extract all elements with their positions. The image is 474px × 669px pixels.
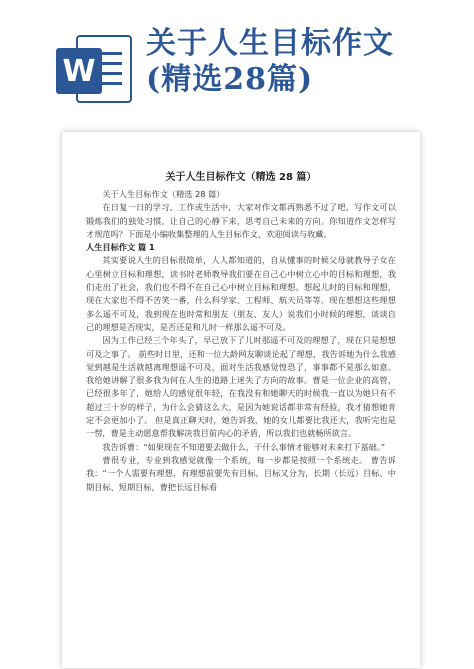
banner-title-line1: 关于人生目标作文	[146, 26, 394, 61]
banner-title-line2: (精选28篇)	[146, 62, 314, 97]
intro-paragraph: 在日复一日的学习、工作或生活中，大家对作文都再熟悉不过了吧，写作文可以锻炼我们的独处习惯，让自己的心静下来，思考自己未来的方向。你知道作文怎样写才规范吗？下面是小编收集整理的人生目标作文，欢迎阅读与收藏。	[86, 202, 396, 239]
document-body	[86, 188, 396, 494]
body-paragraph: 其实要说人生的目标很简单，人人都知道的，自从懂事的时候父母就教导子女在心里树立目标和理想，读书时老师教导我们要在自己心中树立心中的目标和理想，我们走出了社会，我们也不得不在自己心中树立目标和理想。想起儿时的目标和理想，现在大家也不得不苦笑一番，什么科学家、工程师、航天员等等。现在想想这些理想多么遥不可及，我到现在也时常和朋友（朋友、友人）说我们小时候的理想，谈谈自己的理想是否现实，是否还是和儿时一样那么遥不可及。	[86, 255, 396, 332]
header-banner	[0, 0, 474, 120]
word-document-icon	[56, 32, 134, 106]
document-subtitle: 关于人生目标作文（精选 28 篇）	[102, 189, 225, 199]
body-paragraph: 曹很专业，专业到我感觉就像一个系统，每一步都是按照一个系统走。 曹告诉我：“一个人需要有理想，有理想前要先有目标，目标又分为，长期（长远）目标、中期目标、短期目标，曹把长远目标看	[86, 454, 396, 492]
body-paragraph: 我告诉曹：“如果现在不知道要去做什么，干什么事情才能够对未来打下基础。”	[102, 441, 386, 452]
banner-title	[146, 26, 466, 98]
document-page	[62, 132, 420, 668]
word-icon-letter: W	[56, 48, 102, 94]
section-heading: 人生目标作文 篇 1	[86, 242, 155, 253]
document-title: 关于人生目标作文（精选 28 篇）	[165, 172, 317, 183]
body-paragraph: 因为工作已经三个年头了，早已放下了儿时那遥不可及的理想了，现在只是想想可及之事了。 前些时日里，还和一位大龄网友聊谈论起了理想，我告诉她为什么我感觉到越是生活就越离理想遥不可及，面对生活我感觉惶恐了，事事都不是那么如意。我给她讲解了很多我为何在人生的道路上迷失了方向的故事。曹是一位企业的高管，已经很多年了，她给人的感觉很年轻，在我没有和她聊天的时候我一直以为她只有不超过三十岁的样子，为什么会猜这么大，是因为她说话都非常有经验，我才猜想她肯定不会更加小了。 但是真正聊天时，她告诉我，她的女儿都要比我还大，我听完也是一愣，曹是主动愿意帮我解决我目前内心的矛盾，所以我们也就畅所欲言。	[86, 335, 396, 439]
